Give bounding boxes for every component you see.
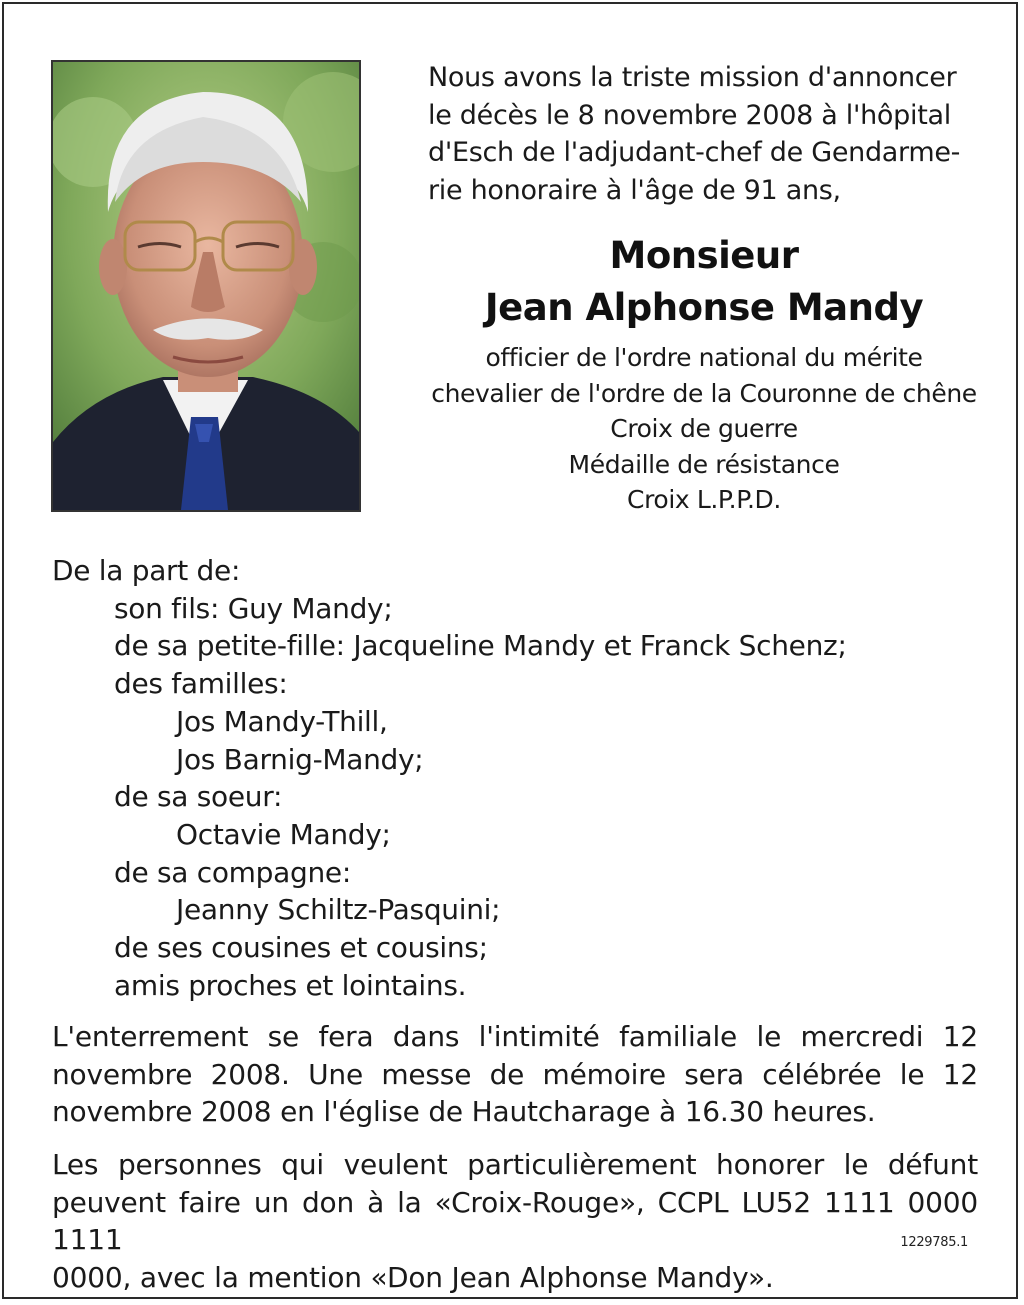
deceased-name-block xyxy=(404,230,1004,334)
funeral-details xyxy=(52,1018,978,1131)
family-line: Jeanny Schiltz-Pasquini; xyxy=(176,893,501,927)
intro-line: Nous avons la triste mission d'annoncer xyxy=(428,62,957,93)
intro-line: le décès le 8 novembre 2008 à l'hôpital xyxy=(428,99,951,131)
funeral-line: L'enterrement se fera dans l'intimité familiale le mercredi 12 xyxy=(52,1020,978,1053)
donation-line: Les personnes qui veulent particulièrement honorer le défunt xyxy=(52,1148,978,1181)
honor-item: officier de l'ordre national du mérite xyxy=(485,343,923,372)
family-line: Octavie Mandy; xyxy=(176,817,391,851)
family-line: de sa petite-fille: Jacqueline Mandy et Franck Schenz; xyxy=(114,629,847,663)
donation-details xyxy=(52,1146,978,1296)
family-line: de sa soeur: xyxy=(114,780,283,814)
family-line: Jos Barnig-Mandy; xyxy=(176,742,424,776)
family-line: des familles: xyxy=(114,667,288,701)
family-line: son fils: Guy Mandy; xyxy=(114,591,393,625)
portrait-illustration xyxy=(53,62,359,510)
honor-item: Croix L.P.P.D. xyxy=(627,485,781,514)
family-line: amis proches et lointains. xyxy=(114,968,467,1002)
donation-line: peuvent faire un don à la «Croix-Rouge», CCPL LU52 1111 0000 1111 xyxy=(52,1185,978,1256)
honor-item: chevalier de l'ordre de la Couronne de chêne xyxy=(431,378,977,408)
deceased-name: Jean Alphonse Mandy xyxy=(484,286,924,329)
honor-item: Croix de guerre xyxy=(610,414,798,443)
funeral-line: novembre 2008. Une messe de mémoire sera célébrée le 12 xyxy=(52,1057,978,1091)
family-line: de ses cousines et cousins; xyxy=(114,931,488,965)
family-list xyxy=(52,552,972,1004)
intro-line: d'Esch de l'adjudant-chef de Gendarme- xyxy=(428,137,961,168)
announcement-intro xyxy=(428,59,980,209)
funeral-line: novembre 2008 en l'église de Hautcharage à 16.30 heures. xyxy=(52,1095,876,1128)
family-line: Jos Mandy-Thill, xyxy=(176,704,388,738)
honors-list xyxy=(404,340,1004,518)
reference-number: 1229785.1 xyxy=(900,1235,968,1250)
honorific-title: Monsieur xyxy=(609,234,799,277)
family-heading: De la part de: xyxy=(52,554,241,587)
honor-item: Médaille de résistance xyxy=(568,449,840,479)
obituary-notice xyxy=(2,2,1018,1299)
family-line: de sa compagne: xyxy=(114,855,351,889)
portrait-photo xyxy=(51,60,361,512)
donation-line: 0000, avec la mention «Don Jean Alphonse Mandy». xyxy=(52,1260,774,1294)
intro-line: rie honoraire à l'âge de 91 ans, xyxy=(428,174,841,206)
